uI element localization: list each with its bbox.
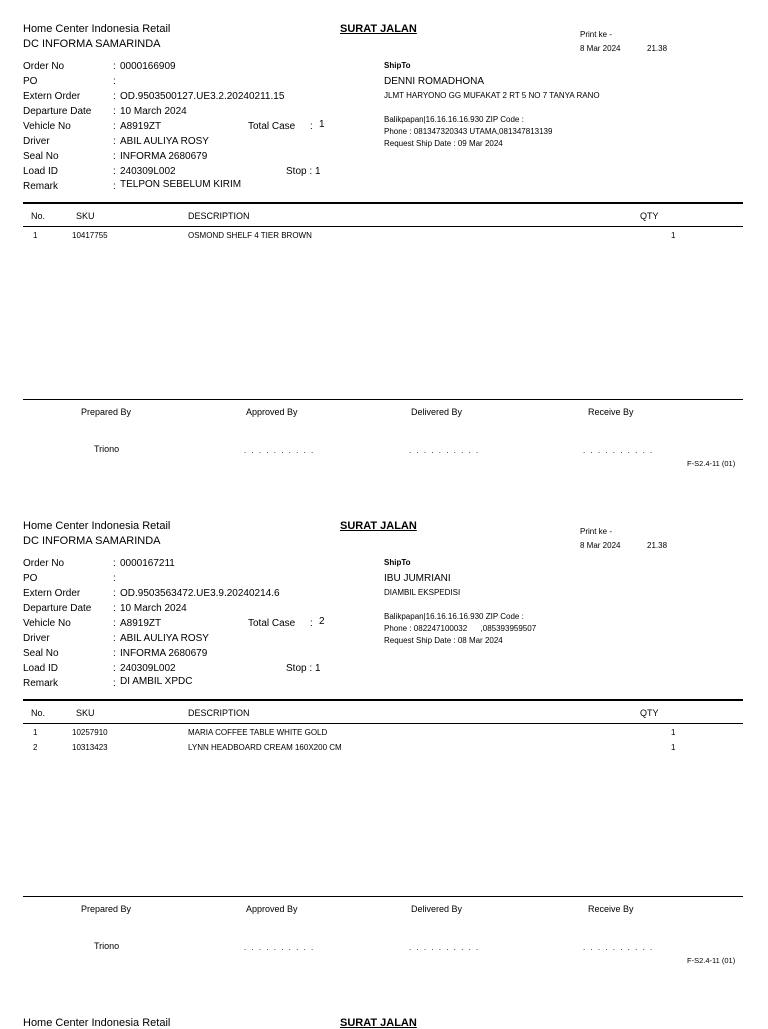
row-qty: 1 <box>671 743 676 752</box>
preparer-name: Triono <box>94 444 120 454</box>
label-order-no: Order No <box>23 61 65 72</box>
colon: : <box>113 136 116 147</box>
row-qty: 1 <box>671 231 676 240</box>
value-stop: 1 <box>315 166 321 177</box>
col-header-sku: SKU <box>76 708 95 718</box>
approved-by-label: Approved By <box>246 407 298 417</box>
delivered-by-label: Delivered By <box>411 407 463 417</box>
label-po: PO <box>23 573 38 584</box>
colon: : <box>310 121 313 132</box>
shipto-phone: Phone : 081347320343 UTAMA,081347813139 <box>384 127 553 136</box>
value-driver: ABIL AULIYA ROSY <box>120 633 209 644</box>
label-vehicle-no: Vehicle No <box>23 121 71 132</box>
delivered-by-label: Delivered By <box>411 904 463 914</box>
print-label: Print ke - <box>580 527 613 536</box>
row-description: LYNN HEADBOARD CREAM 160X200 CM <box>188 743 342 752</box>
value-order-no: 0000166909 <box>120 61 176 72</box>
value-extern-order: OD.9503563472.UE3.9.20240214.6 <box>120 588 280 599</box>
label-driver: Driver <box>23 136 50 147</box>
label-order-no: Order No <box>23 558 65 569</box>
shipto-name: DENNI ROMADHONA <box>384 76 485 87</box>
form-code: F-S2.4-11 (01) <box>687 956 736 965</box>
row-description: MARIA COFFEE TABLE WHITE GOLD <box>188 728 328 737</box>
value-load-id: 240309L002 <box>120 166 176 177</box>
label-remark: Remark <box>23 181 59 192</box>
company-name: Home Center Indonesia Retail <box>23 1017 171 1029</box>
colon: : <box>113 166 116 177</box>
shipto-address: DIAMBIL EKSPEDISI <box>384 588 461 597</box>
receive-signature-line: . . . . . . . . . . <box>583 943 654 952</box>
value-departure-date: 10 March 2024 <box>120 106 187 117</box>
row-qty: 1 <box>671 728 676 737</box>
label-vehicle-no: Vehicle No <box>23 618 71 629</box>
shipto-phone: Phone : 082247100032 ,085393959507 <box>384 624 537 633</box>
colon: : <box>113 91 116 102</box>
colon: : <box>310 618 313 629</box>
colon: : <box>113 618 116 629</box>
label-load-id: Load ID <box>23 663 59 674</box>
label-seal-no: Seal No <box>23 151 59 162</box>
value-vehicle-no: A8919ZT <box>120 121 162 132</box>
row-no: 1 <box>33 231 38 240</box>
label-departure-date: Departure Date <box>23 603 92 614</box>
colon: : <box>113 181 116 192</box>
table-top-rule <box>23 202 743 204</box>
label-remark: Remark <box>23 678 59 689</box>
value-extern-order: OD.9503500127.UE3.2.20240211.15 <box>120 91 285 102</box>
label-seal-no: Seal No <box>23 648 59 659</box>
label-total-case: Total Case <box>248 618 296 629</box>
table-header-rule <box>23 226 743 227</box>
col-header-no: No. <box>31 211 46 221</box>
value-load-id: 240309L002 <box>120 663 176 674</box>
row-sku: 10313423 <box>72 743 108 752</box>
print-date: 8 Mar 2024 <box>580 541 621 550</box>
table-top-rule <box>23 699 743 701</box>
colon: : <box>113 633 116 644</box>
col-header-description: DESCRIPTION <box>188 708 250 718</box>
doc-title: SURAT JALAN <box>340 520 417 532</box>
receive-by-label: Receive By <box>588 407 634 417</box>
colon: : <box>113 106 116 117</box>
colon: : <box>113 121 116 132</box>
shipto-name: IBU JUMRIANI <box>384 573 451 584</box>
row-description: OSMOND SHELF 4 TIER BROWN <box>188 231 312 240</box>
shipto-label: ShipTo <box>384 61 411 70</box>
label-po: PO <box>23 76 38 87</box>
colon: : <box>113 603 116 614</box>
value-remark: DI AMBIL XPDC <box>120 676 193 687</box>
shipto-request-date: Request Ship Date : 09 Mar 2024 <box>384 139 503 148</box>
value-vehicle-no: A8919ZT <box>120 618 162 629</box>
doc-title: SURAT JALAN <box>340 1017 417 1029</box>
label-driver: Driver <box>23 633 50 644</box>
delivered-signature-line: . . . . . . . . . . <box>409 943 480 952</box>
colon: : <box>113 588 116 599</box>
approved-signature-line: . . . . . . . . . . <box>244 943 315 952</box>
shipto-label: ShipTo <box>384 558 411 567</box>
colon: : <box>113 558 116 569</box>
colon: : <box>113 76 116 87</box>
row-sku: 10417755 <box>72 231 108 240</box>
row-no: 1 <box>33 728 38 737</box>
shipto-request-date: Request Ship Date : 08 Mar 2024 <box>384 636 503 645</box>
approved-signature-line: . . . . . . . . . . <box>244 446 315 455</box>
shipto-city: Balikpapan|16.16.16.16.930 ZIP Code : <box>384 612 524 621</box>
receive-by-label: Receive By <box>588 904 634 914</box>
label-extern-order: Extern Order <box>23 91 81 102</box>
value-total-case: 1 <box>319 119 325 130</box>
value-seal-no: INFORMA 2680679 <box>120 151 208 162</box>
colon: : <box>113 573 116 584</box>
value-order-no: 0000167211 <box>120 558 175 569</box>
col-header-qty: QTY <box>640 708 659 718</box>
value-seal-no: INFORMA 2680679 <box>120 648 208 659</box>
value-total-case: 2 <box>319 616 325 627</box>
value-departure-date: 10 March 2024 <box>120 603 187 614</box>
prepared-by-label: Prepared By <box>81 904 132 914</box>
doc-title: SURAT JALAN <box>340 23 417 35</box>
company-name: Home Center Indonesia Retail <box>23 23 171 35</box>
table-header-rule <box>23 723 743 724</box>
col-header-qty: QTY <box>640 211 659 221</box>
colon: : <box>113 663 116 674</box>
approved-by-label: Approved By <box>246 904 298 914</box>
form-code: F-S2.4-11 (01) <box>687 459 736 468</box>
print-time: 21.38 <box>647 541 668 550</box>
print-label: Print ke - <box>580 30 613 39</box>
row-no: 2 <box>33 743 38 752</box>
label-load-id: Load ID <box>23 166 59 177</box>
colon: : <box>113 151 116 162</box>
value-stop: 1 <box>315 663 321 674</box>
shipto-address: JLMT HARYONO GG MUFAKAT 2 RT 5 NO 7 TANYA RANO <box>384 91 600 100</box>
row-sku: 10257910 <box>72 728 108 737</box>
col-header-description: DESCRIPTION <box>188 211 250 221</box>
print-time: 21.38 <box>647 44 668 53</box>
dc-name: DC INFORMA SAMARINDA <box>23 535 161 547</box>
signature-rule <box>23 896 743 897</box>
prepared-by-label: Prepared By <box>81 407 132 417</box>
receive-signature-line: . . . . . . . . . . <box>583 446 654 455</box>
label-departure-date: Departure Date <box>23 106 92 117</box>
print-date: 8 Mar 2024 <box>580 44 621 53</box>
delivered-signature-line: . . . . . . . . . . <box>409 446 480 455</box>
col-header-no: No. <box>31 708 46 718</box>
colon: : <box>113 678 116 689</box>
col-header-sku: SKU <box>76 211 95 221</box>
shipto-city: Balikpapan|16.16.16.16.930 ZIP Code : <box>384 115 524 124</box>
label-stop: Stop : <box>286 663 313 674</box>
company-name: Home Center Indonesia Retail <box>23 520 171 532</box>
signature-rule <box>23 399 743 400</box>
colon: : <box>113 648 116 659</box>
colon: : <box>113 61 116 72</box>
dc-name: DC INFORMA SAMARINDA <box>23 38 161 50</box>
value-driver: ABIL AULIYA ROSY <box>120 136 209 147</box>
label-total-case: Total Case <box>248 121 296 132</box>
label-stop: Stop : <box>286 166 313 177</box>
preparer-name: Triono <box>94 941 120 951</box>
label-extern-order: Extern Order <box>23 588 81 599</box>
value-remark: TELPON SEBELUM KIRIM <box>120 179 242 190</box>
